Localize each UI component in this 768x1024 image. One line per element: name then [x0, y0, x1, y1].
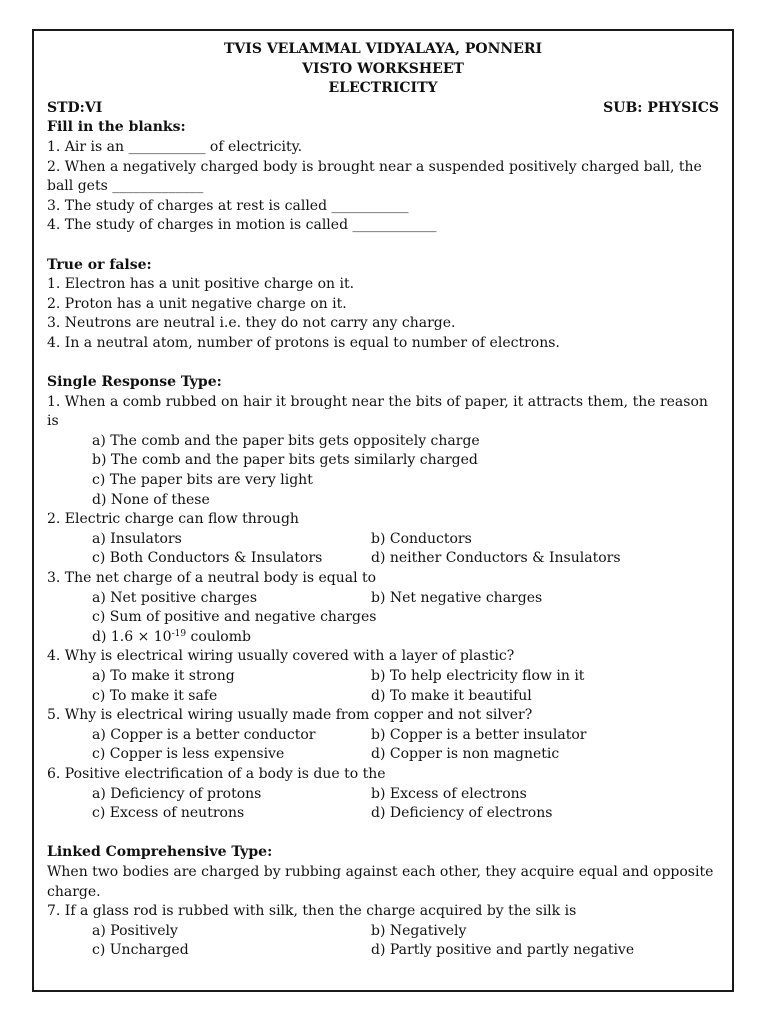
- single-response-heading: Single Response Type:: [47, 374, 222, 391]
- question-7-option-d: d) Partly positive and partly negative: [371, 942, 635, 959]
- question-5-options-row-2: [47, 745, 719, 765]
- question-4-option-b: b) To help electricity flow in it: [371, 668, 585, 684]
- question-7-option-b: b) Negatively: [371, 922, 467, 939]
- fill-blank-q2: 2. When a negatively charged body is brought near a suspended positively charged ball, the ball gets _____________: [47, 158, 702, 195]
- question-6-options-row-1: [47, 785, 719, 805]
- fill-blank-q4: 4. The study of charges in motion is called ____________: [47, 217, 437, 234]
- question-6-option-a: a) Deficiency of protons: [92, 785, 262, 802]
- question-2-text: 2. Electric charge can flow through: [47, 511, 299, 528]
- question-5-options-row-1: [47, 726, 719, 746]
- question-7-option-c: c) Uncharged: [92, 942, 189, 959]
- question-3-option-d-prefix: d) 1.6 × 10: [92, 628, 172, 645]
- true-false-q4: 4. In a neutral atom, number of protons is equal to number of electrons.: [47, 334, 560, 351]
- question-1-text: 1. When a comb rubbed on hair it brought near the bits of paper, it attracts them, the reason is: [47, 393, 708, 430]
- question-4-option-d: d) To make it beautiful: [371, 687, 532, 704]
- true-false-q2: 2. Proton has a unit negative charge on it.: [47, 295, 347, 312]
- true-false-heading: True or false:: [47, 256, 152, 273]
- question-5-option-a: a) Copper is a better conductor: [92, 726, 316, 743]
- question-5-option-c: c) Copper is less expensive: [92, 746, 285, 763]
- question-4-option-c: c) To make it safe: [92, 687, 218, 704]
- question-6-option-b: b) Excess of electrons: [371, 785, 527, 802]
- question-1-option-a: a) The comb and the paper bits gets oppositely charge: [92, 432, 480, 449]
- question-4-options-row-2: [47, 687, 719, 707]
- subject-label: SUB: PHYSICS: [603, 99, 719, 116]
- question-6-option-d: d) Deficiency of electrons: [371, 805, 553, 822]
- worksheet-content: [47, 40, 719, 961]
- question-3-option-c: c) Sum of positive and negative charges: [92, 609, 377, 626]
- question-4-text: 4. Why is electrical wiring usually covered with a layer of plastic?: [47, 648, 515, 665]
- question-3-options-row-1: [47, 589, 719, 609]
- linked-heading: Linked Comprehensive Type:: [47, 844, 273, 861]
- question-2-option-d: d) neither Conductors & Insulators: [371, 550, 621, 567]
- fill-blank-q1: 1. Air is an ___________ of electricity.: [47, 138, 303, 155]
- question-4-options-row-1: [47, 667, 719, 687]
- question-3-text: 3. The net charge of a neutral body is equal to: [47, 570, 377, 587]
- question-3-option-d: [47, 628, 719, 648]
- true-false-q3: 3. Neutrons are neutral i.e. they do not carry any charge.: [47, 315, 456, 332]
- topic-title: ELECTRICITY: [328, 80, 438, 97]
- question-5-option-b: b) Copper is a better insulator: [371, 726, 587, 743]
- std-subject-row: [47, 99, 719, 119]
- question-5-option-d: d) Copper is non magnetic: [371, 746, 560, 763]
- question-2-option-a: a) Insulators: [92, 530, 182, 547]
- question-7-options-row-1: [47, 922, 719, 942]
- question-1-option-b: b) The comb and the paper bits gets similarly charged: [92, 452, 478, 469]
- question-7-text: 7. If a glass rod is rubbed with silk, then the charge acquired by the silk is: [47, 903, 577, 920]
- question-4-option-a: a) To make it strong: [92, 668, 235, 684]
- question-3-option-d-suffix: coulomb: [186, 628, 251, 645]
- linked-passage: When two bodies are charged by rubbing against each other, they acquire equal and opposite charge.: [47, 863, 714, 900]
- true-false-q1: 1. Electron has a unit positive charge on it.: [47, 276, 355, 293]
- question-1-option-c: c) The paper bits are very light: [92, 472, 313, 489]
- question-2-option-b: b) Conductors: [371, 530, 472, 547]
- question-2-options-row-1: [47, 530, 719, 550]
- question-1-option-d: d) None of these: [92, 491, 210, 508]
- std-label: STD:VI: [47, 99, 103, 116]
- question-6-option-c: c) Excess of neutrons: [92, 805, 245, 822]
- fill-blank-q3: 3. The study of charges at rest is called ___________: [47, 197, 409, 214]
- question-6-options-row-2: [47, 804, 719, 824]
- question-2-option-c: c) Both Conductors & Insulators: [92, 550, 323, 567]
- question-7-option-a: a) Positively: [92, 922, 178, 939]
- question-7-options-row-2: [47, 941, 719, 961]
- question-5-text: 5. Why is electrical wiring usually made from copper and not silver?: [47, 707, 533, 724]
- worksheet-title: VISTO WORKSHEET: [302, 60, 464, 77]
- question-6-text: 6. Positive electrification of a body is due to the: [47, 765, 386, 782]
- school-name: TVIS VELAMMAL VIDYALAYA, PONNERI: [223, 41, 543, 57]
- question-3-option-d-exponent: -19: [171, 628, 187, 639]
- question-3-option-b: b) Net negative charges: [371, 589, 543, 606]
- question-3-option-a: a) Net positive charges: [92, 589, 257, 606]
- question-2-options-row-2: [47, 549, 719, 569]
- fill-blanks-heading: Fill in the blanks:: [47, 119, 186, 136]
